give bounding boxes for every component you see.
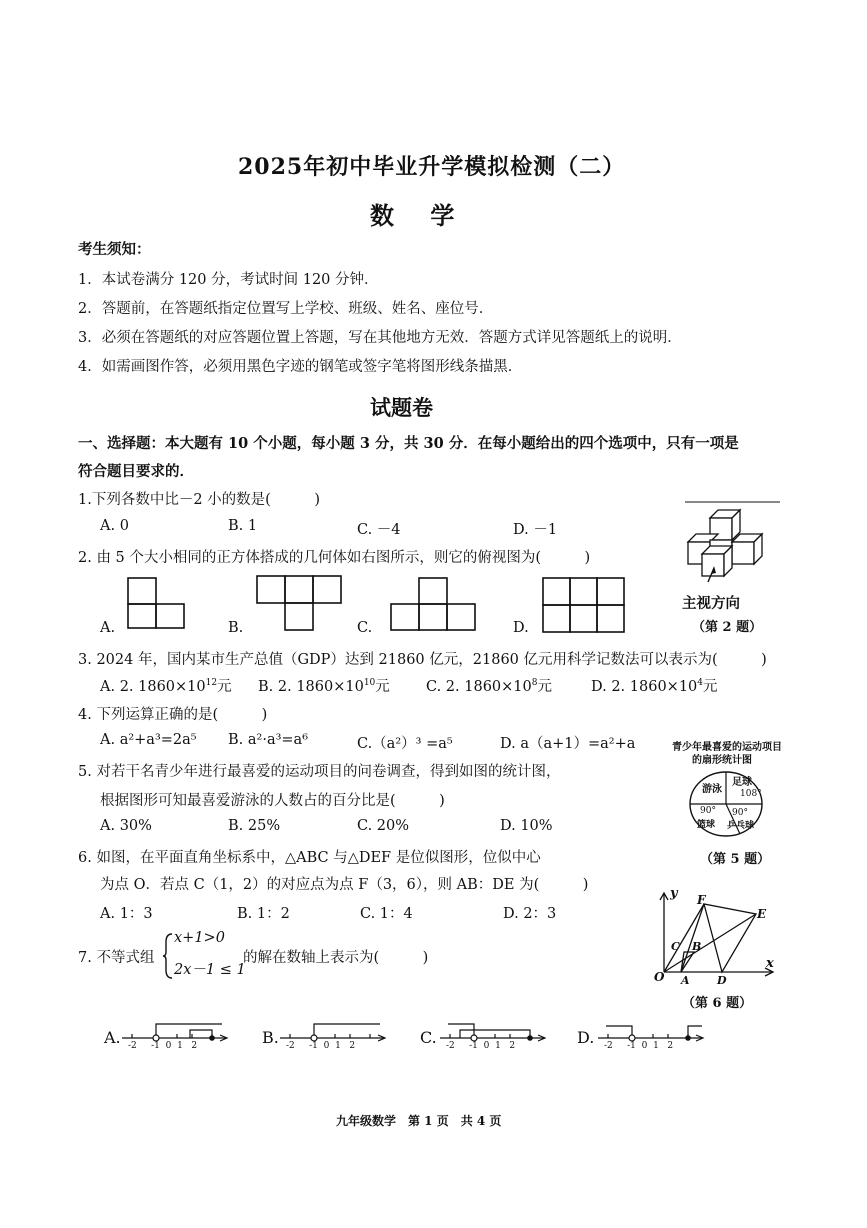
q2-option-a-figure bbox=[126, 576, 186, 630]
q2-cube-figure bbox=[680, 498, 780, 590]
q5-slice-angle-108: 108° bbox=[740, 789, 762, 799]
q7-inequality-1: x+1>0 bbox=[174, 930, 225, 946]
q3-option-a[interactable]: A. 2. $1860\times 10^{12}$元 bbox=[100, 678, 232, 695]
q1-option-b[interactable]: B. 1 bbox=[228, 518, 258, 534]
q1-stem: 1.下列各数中比－2 小的数是( ) bbox=[78, 492, 320, 508]
q7-option-c[interactable]: C. bbox=[420, 1028, 437, 1047]
q2-option-c-figure bbox=[389, 576, 479, 632]
q6-coordinate-figure bbox=[652, 890, 777, 985]
q5-stem-line1: 5. 对若干名青少年进行最喜爱的运动项目的问卷调查，得到如图的统计图， bbox=[78, 764, 561, 780]
q4-option-a[interactable]: A. a²+a³=2a⁵ bbox=[100, 732, 197, 748]
q6-label-c: C bbox=[671, 940, 680, 953]
q2-view-label: 主视方向 bbox=[682, 595, 740, 612]
q3-option-b[interactable]: B. 2. $1860\times 10^{10}$元 bbox=[258, 678, 390, 695]
q7-a-tick-labels: -2 -1 0 1 2 bbox=[128, 1041, 198, 1051]
q2-figure-caption: （第 2 题） bbox=[692, 620, 763, 635]
notice-item: 3．必须在答题纸的对应答题位置上答题，写在其他地方无效．答题方式详见答题纸上的说明． bbox=[78, 330, 682, 346]
q2-stem: 2. 由 5 个大小相同的正方体搭成的几何体如右图所示，则它的俯视图为( ) bbox=[78, 550, 591, 566]
q7-c-tick-labels: -2 -1 0 1 2 bbox=[446, 1041, 516, 1051]
subject-title: 数 学 bbox=[370, 201, 469, 230]
q7-inequality-2: 2x－1 ≤ 1 bbox=[174, 962, 246, 978]
q7-brace bbox=[162, 932, 174, 980]
q5-figure-caption: （第 5 题） bbox=[700, 852, 771, 867]
notice-heading: 考生须知： bbox=[78, 241, 151, 258]
q6-label-f: F bbox=[697, 893, 706, 907]
q5-option-b[interactable]: B. 25% bbox=[228, 818, 281, 834]
q5-stem-line2: 根据图形可知最喜爱游泳的人数占的百分比是( ) bbox=[100, 793, 445, 809]
q5-chart-title-line2: 的扇形统计图 bbox=[692, 755, 752, 766]
q6-figure-caption: （第 6 题） bbox=[682, 996, 753, 1011]
q5-chart-title-line1: 青少年最喜爱的运动项目 bbox=[672, 742, 782, 753]
q6-label-y: y bbox=[670, 886, 678, 901]
q5-slice-football: 足球 bbox=[732, 777, 752, 788]
q6-stem-line2: 为点 O．若点 C（1，2）的对应点为点 F（3，6），则 AB：DE 为( ) bbox=[100, 877, 589, 893]
paper-title: 试题卷 bbox=[370, 395, 433, 420]
q7-option-a[interactable]: A. bbox=[104, 1028, 121, 1047]
q2-option-b[interactable]: B. bbox=[228, 620, 244, 636]
q6-label-d: D bbox=[717, 974, 727, 987]
q7-b-tick-labels: -2 -1 0 1 2 bbox=[286, 1041, 356, 1051]
q6-option-b[interactable]: B. 1：2 bbox=[237, 906, 290, 922]
q5-slice-basketball: 篮球 bbox=[697, 820, 716, 830]
q6-label-a: A bbox=[681, 974, 690, 987]
q5-slice-swim: 游泳 bbox=[702, 784, 722, 795]
q7-prefix: 7. 不等式组 bbox=[78, 950, 155, 966]
q1-option-d[interactable]: D. －1 bbox=[513, 522, 558, 538]
q5-slice-pingpong: 乒乓球 bbox=[727, 821, 755, 831]
q1-option-c[interactable]: C. －4 bbox=[357, 522, 401, 538]
q2-option-c[interactable]: C. bbox=[357, 620, 373, 636]
notice-item: 1．本试卷满分 120 分，考试时间 120 分钟． bbox=[78, 272, 379, 288]
q7-d-tick-labels: -2 -1 0 1 2 bbox=[604, 1041, 674, 1051]
q6-option-d[interactable]: D. 2：3 bbox=[503, 906, 557, 922]
q2-option-a[interactable]: A. bbox=[100, 620, 116, 636]
q5-option-a[interactable]: A. 30% bbox=[100, 818, 152, 834]
q7-option-b[interactable]: B. bbox=[262, 1028, 279, 1047]
q7-option-d[interactable]: D. bbox=[577, 1028, 595, 1047]
q5-option-d[interactable]: D. 10% bbox=[500, 818, 553, 834]
q5-slice-angle-90b: 90° bbox=[732, 808, 748, 818]
q4-option-b[interactable]: B. a²·a³=a⁶ bbox=[228, 732, 309, 748]
q2-option-b-figure bbox=[255, 574, 345, 632]
q7-suffix: 的解在数轴上表示为( ) bbox=[243, 950, 429, 966]
q6-label-o: O bbox=[654, 970, 665, 984]
q4-stem: 4. 下列运算正确的是( ) bbox=[78, 707, 268, 723]
q6-label-x: x bbox=[766, 956, 774, 971]
notice-item: 4．如需画图作答，必须用黑色字迹的钢笔或签字笔将图形线条描黑． bbox=[78, 359, 523, 375]
q2-option-d[interactable]: D. bbox=[513, 620, 529, 636]
exam-title: 2025年初中毕业升学模拟检测（二） bbox=[238, 154, 626, 180]
page-footer: 九年级数学 第 1 页 共 4 页 bbox=[336, 1114, 502, 1128]
q3-stem: 3. 2024 年，国内某市生产总值（GDP）达到 21860 亿元，21860 亿元用科学记数法可以表示为( ) bbox=[78, 652, 767, 668]
q4-option-c[interactable]: C.（a²）³ =a⁵ bbox=[357, 736, 453, 752]
q4-option-d[interactable]: D. a（a+1）=a²+a bbox=[500, 736, 636, 752]
section-heading-cont: 符合题目要求的． bbox=[78, 463, 194, 480]
q6-label-e: E bbox=[757, 907, 767, 921]
q2-option-d-figure bbox=[541, 576, 631, 634]
q6-label-b: B bbox=[692, 940, 702, 953]
notice-item: 2．答题前，在答题纸指定位置写上学校、班级、姓名、座位号． bbox=[78, 301, 494, 317]
q3-option-c[interactable]: C. 2. $1860\times 10^8$元 bbox=[426, 678, 552, 695]
q6-stem-line1: 6. 如图，在平面直角坐标系中，△ABC 与△DEF 是位似图形，位似中心 bbox=[78, 850, 541, 866]
q6-option-a[interactable]: A. 1：3 bbox=[100, 906, 153, 922]
q1-option-a[interactable]: A. 0 bbox=[100, 518, 129, 534]
q5-slice-angle-90a: 90° bbox=[700, 806, 716, 816]
q3-option-d[interactable]: D. 2. $1860\times 10^4$元 bbox=[591, 678, 718, 695]
q5-option-c[interactable]: C. 20% bbox=[357, 818, 410, 834]
section-heading: 一、选择题：本大题有 10 个小题，每小题 3 分，共 30 分．在每小题给出的四个选项中，只有一项是 bbox=[78, 435, 739, 452]
q6-option-c[interactable]: C. 1：4 bbox=[360, 906, 413, 922]
